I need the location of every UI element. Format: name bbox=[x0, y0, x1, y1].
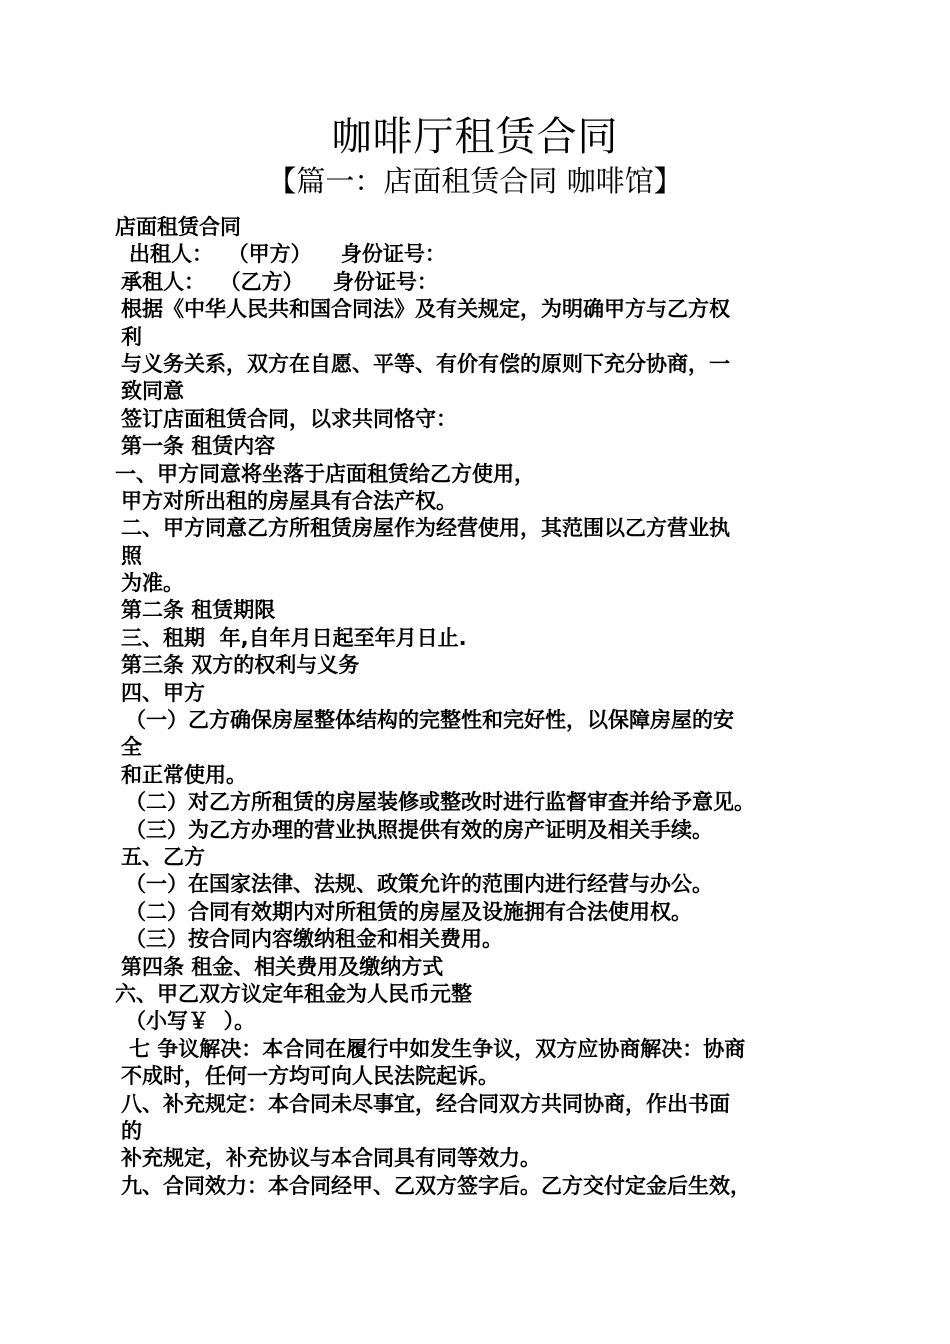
document-title: 咖啡厅租赁合同 bbox=[331, 114, 619, 160]
text-line: 甲方对所出租的房屋具有合法产权。 bbox=[121, 488, 457, 513]
text-line: 利 bbox=[121, 324, 142, 349]
text-line: （三）为乙方办理的营业执照提供有效的房产证明及相关手续。 bbox=[125, 817, 713, 842]
text-line: 七 争议解决：本合同在履行中如发生争议，双方应协商解决：协商 bbox=[129, 1036, 746, 1061]
text-line: 八、补充规定：本合同未尽事宜，经合同双方共同协商，作出书面 bbox=[121, 1091, 730, 1116]
text-line: （二）合同有效期内对所租赁的房屋及设施拥有合法使用权。 bbox=[125, 899, 692, 924]
text-line: 补充规定，补充协议与本合同具有同等效力。 bbox=[121, 1146, 541, 1171]
text-line: （小写￥ ）。 bbox=[125, 1009, 256, 1034]
text-line: 五、乙方 bbox=[121, 844, 205, 869]
text-line: 二、甲方同意乙方所租赁房屋作为经营使用，其范围以乙方营业执 bbox=[121, 516, 730, 541]
text-line: 第二条 租赁期限 bbox=[121, 598, 276, 623]
contract-body bbox=[115, 214, 835, 1200]
text-line: （一）乙方确保房屋整体结构的完整性和完好性，以保障房屋的安 bbox=[125, 708, 734, 733]
text-line: 一、甲方同意将坐落于店面租赁给乙方使用， bbox=[115, 461, 535, 486]
text-line: 致同意 bbox=[121, 379, 184, 404]
text-line: 店面租赁合同 bbox=[115, 215, 241, 239]
text-line: 的 bbox=[121, 1118, 142, 1143]
text-line: 全 bbox=[121, 735, 142, 760]
text-line: （一）在国家法律、法规、政策允许的范围内进行经营与办公。 bbox=[125, 872, 713, 897]
text-line: 六、甲乙双方议定年租金为人民币元整 bbox=[115, 981, 472, 1006]
text-line: 照 bbox=[121, 543, 142, 568]
text-line: 为准。 bbox=[121, 571, 184, 596]
text-line: 承租人： （乙方） 身份证号： bbox=[121, 269, 438, 294]
text-line: 签订店面租赁合同，以求共同恪守： bbox=[121, 406, 457, 431]
text-line: 第三条 双方的权利与义务 bbox=[121, 653, 360, 678]
text-line: 三、租期 年,自年月日起至年月日止. bbox=[121, 625, 467, 650]
text-line: 九、合同效力：本合同经甲、乙双方签字后。乙方交付定金后生效， bbox=[121, 1173, 751, 1198]
text-line: 四、甲方 bbox=[121, 680, 205, 705]
text-line: 和正常使用。 bbox=[121, 762, 247, 787]
text-line: 根据《中华人民共和国合同法》及有关规定，为明确甲方与乙方权 bbox=[121, 297, 730, 322]
text-line: 与义务关系，双方在自愿、平等、有价有偿的原则下充分协商，一 bbox=[121, 351, 730, 376]
text-line: 不成时，任何一方均可向人民法院起诉。 bbox=[121, 1064, 499, 1089]
text-line: （二）对乙方所租赁的房屋装修或整改时进行监督审查并给予意见。 bbox=[125, 790, 755, 815]
text-line: （三）按合同内容缴纳租金和相关费用。 bbox=[125, 927, 503, 952]
text-line: 第四条 租金、相关费用及缴纳方式 bbox=[121, 954, 444, 979]
text-line: 出租人： （甲方） 身份证号： bbox=[129, 242, 446, 267]
document-subtitle: 【篇一：店面租赁合同 咖啡馆】 bbox=[267, 164, 683, 198]
text-line: 第一条 租赁内容 bbox=[121, 434, 276, 459]
